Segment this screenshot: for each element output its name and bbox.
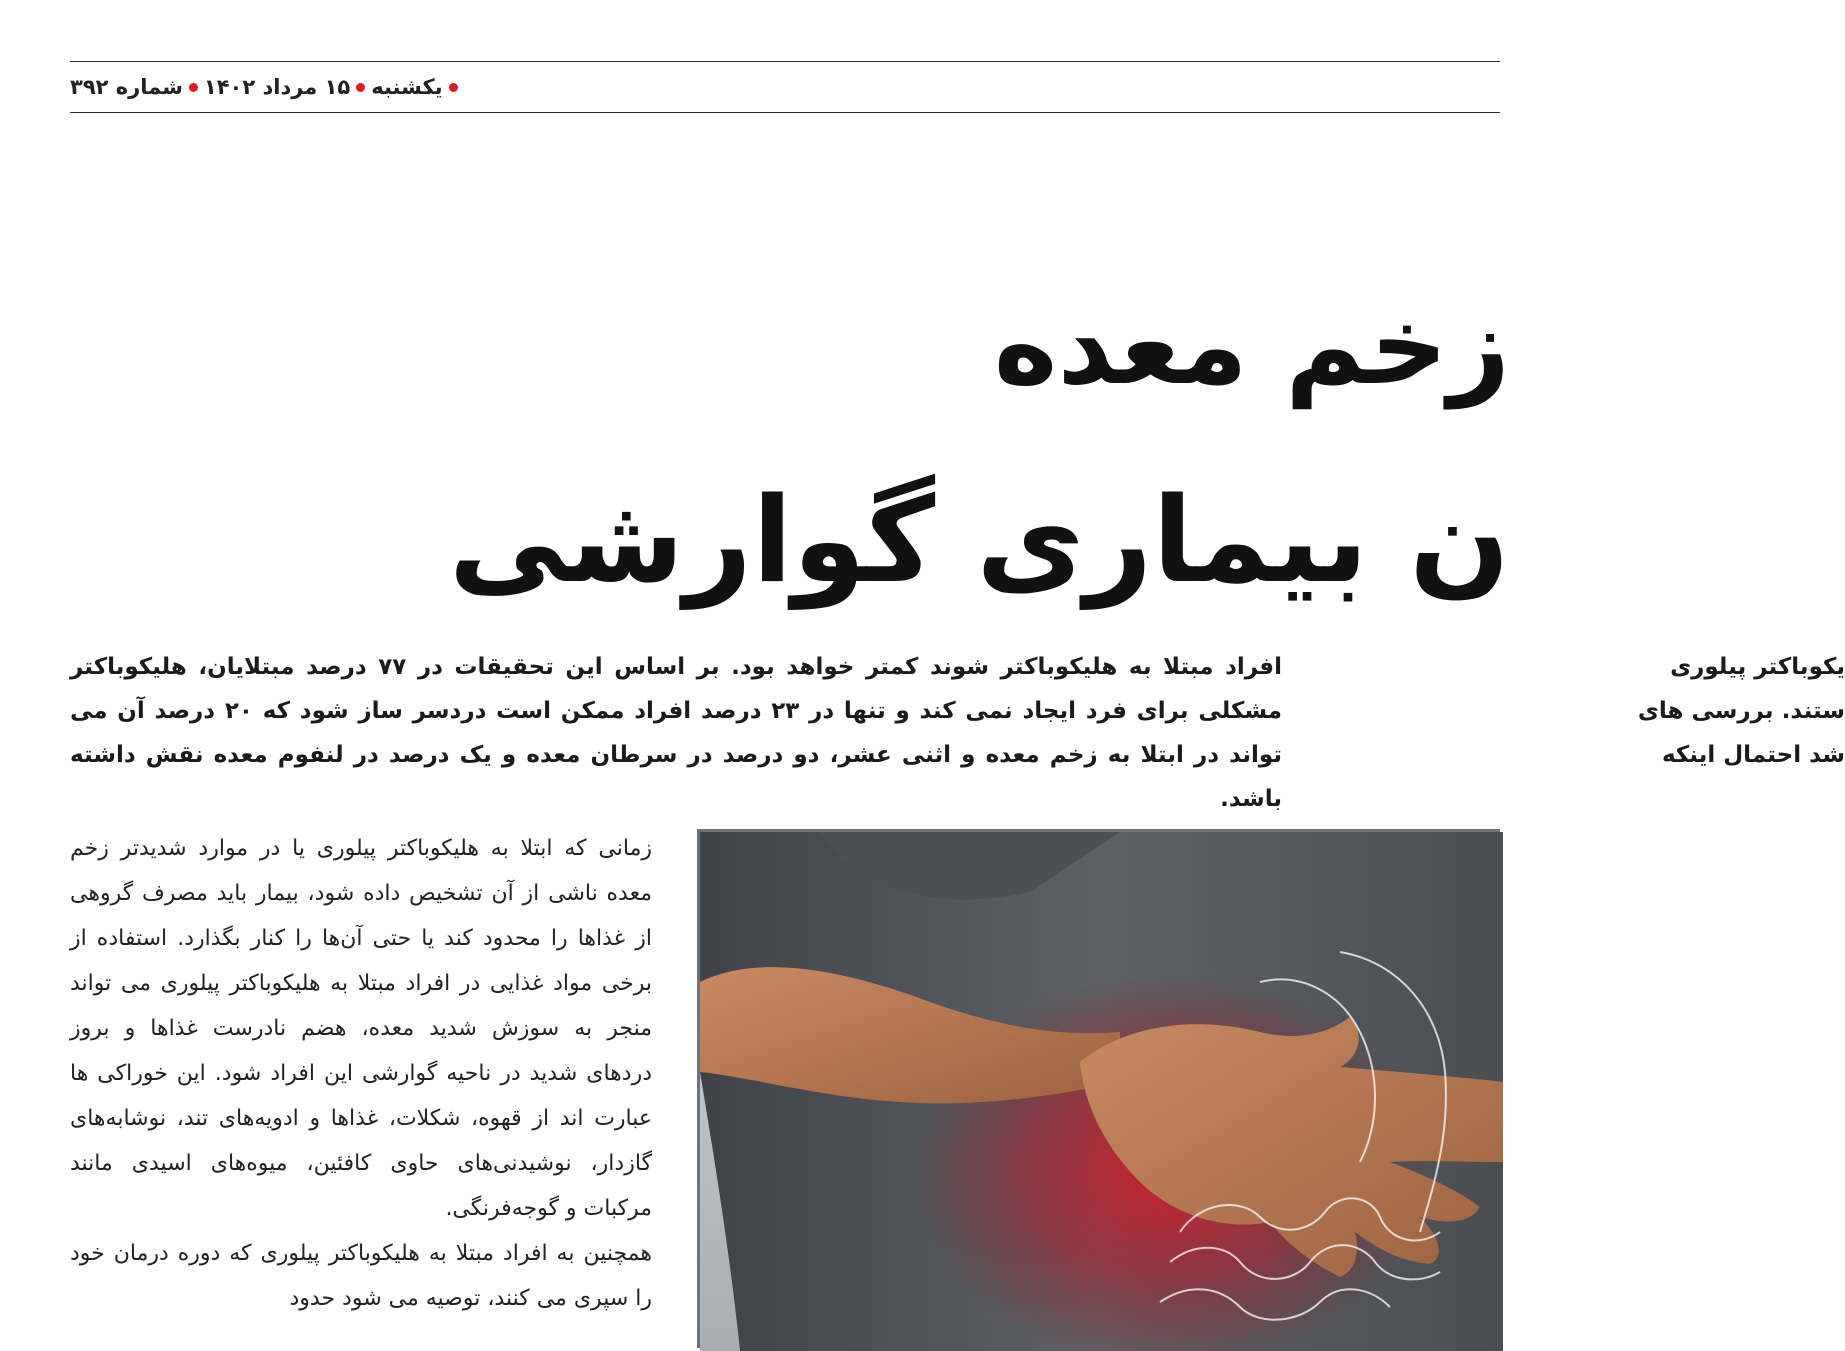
stomach-pain-illustration <box>700 832 1503 1351</box>
bullet-dot-icon <box>189 83 198 92</box>
lead-side-column <box>1325 645 1845 780</box>
lead-side-line: شد احتمال اینکه <box>1661 742 1845 768</box>
lead-side-line: یکوباکتر پیلوری <box>1670 654 1845 680</box>
issue-number: شماره ۳۹۲ <box>70 75 183 99</box>
bullet-dot-icon <box>449 83 458 92</box>
lead-paragraph: افراد مبتلا به هلیکوباکتر شوند کمتر خواهد بود. بر اساس این تحقیقات در ۷۷ درصد مبتلایان، هلیکوباکتر مشکلی برای فرد ایجاد نمی کند و تنها در ۲۳ درصد افراد ممکن است دردسر ساز شود که ۲۰ درصد آن می تواند در ابتلا به زخم معده و اثنی عشر، دو درصد در سرطان معده و یک درصد در لنفوم معده نقش داشته باشد. <box>70 654 1283 812</box>
bullet-dot-icon <box>356 83 365 92</box>
header-bottom-rule <box>70 112 1500 113</box>
body-paragraph-1: زمانی که ابتلا به هلیکوباکتر پیلوری یا در موارد شدیدتر زخم معده ناشی از آن تشخیص داده شود، بیمار باید مصرف گروهی از غذاها را محدود کند یا حتی آن‌ها را کنار بگذارد. استفاده از برخی مواد غذایی در افراد مبتلا به هلیکوباکتر پیلوری می تواند منجر به سوزش شدید معده، هضم نادرست غذاها و بروز دردهای شدید در ناحیه گوارشی این افراد شود. این خوراکی ها عبارت اند از قهوه، شکلات، غذاها و ادویه‌های تند، نوشابه‌های گازدار، نوشیدنی‌های حاوی کافئین، میوه‌های اسیدی مانند مرکبات و گوجه‌فرنگی. <box>70 836 652 1221</box>
weekday: یکشنبه <box>371 75 443 99</box>
stomach-pain-photo <box>697 829 1500 1348</box>
header-top-rule <box>70 61 1500 62</box>
headline-line-1: زخم معده <box>993 284 1510 409</box>
dateline <box>70 70 458 104</box>
headline-line-2: ن بیماری گوارشی <box>448 471 1510 609</box>
article-body <box>70 826 652 1348</box>
lead-side-line: ستند. بررسی های <box>1637 698 1845 724</box>
date: ۱۵ مرداد ۱۴۰۲ <box>203 75 351 99</box>
body-paragraph-2: همچنین به افراد مبتلا به هلیکوباکتر پیلوری که دوره درمان خود را سپری می کنند، توصیه می شود حدود <box>70 1241 652 1311</box>
